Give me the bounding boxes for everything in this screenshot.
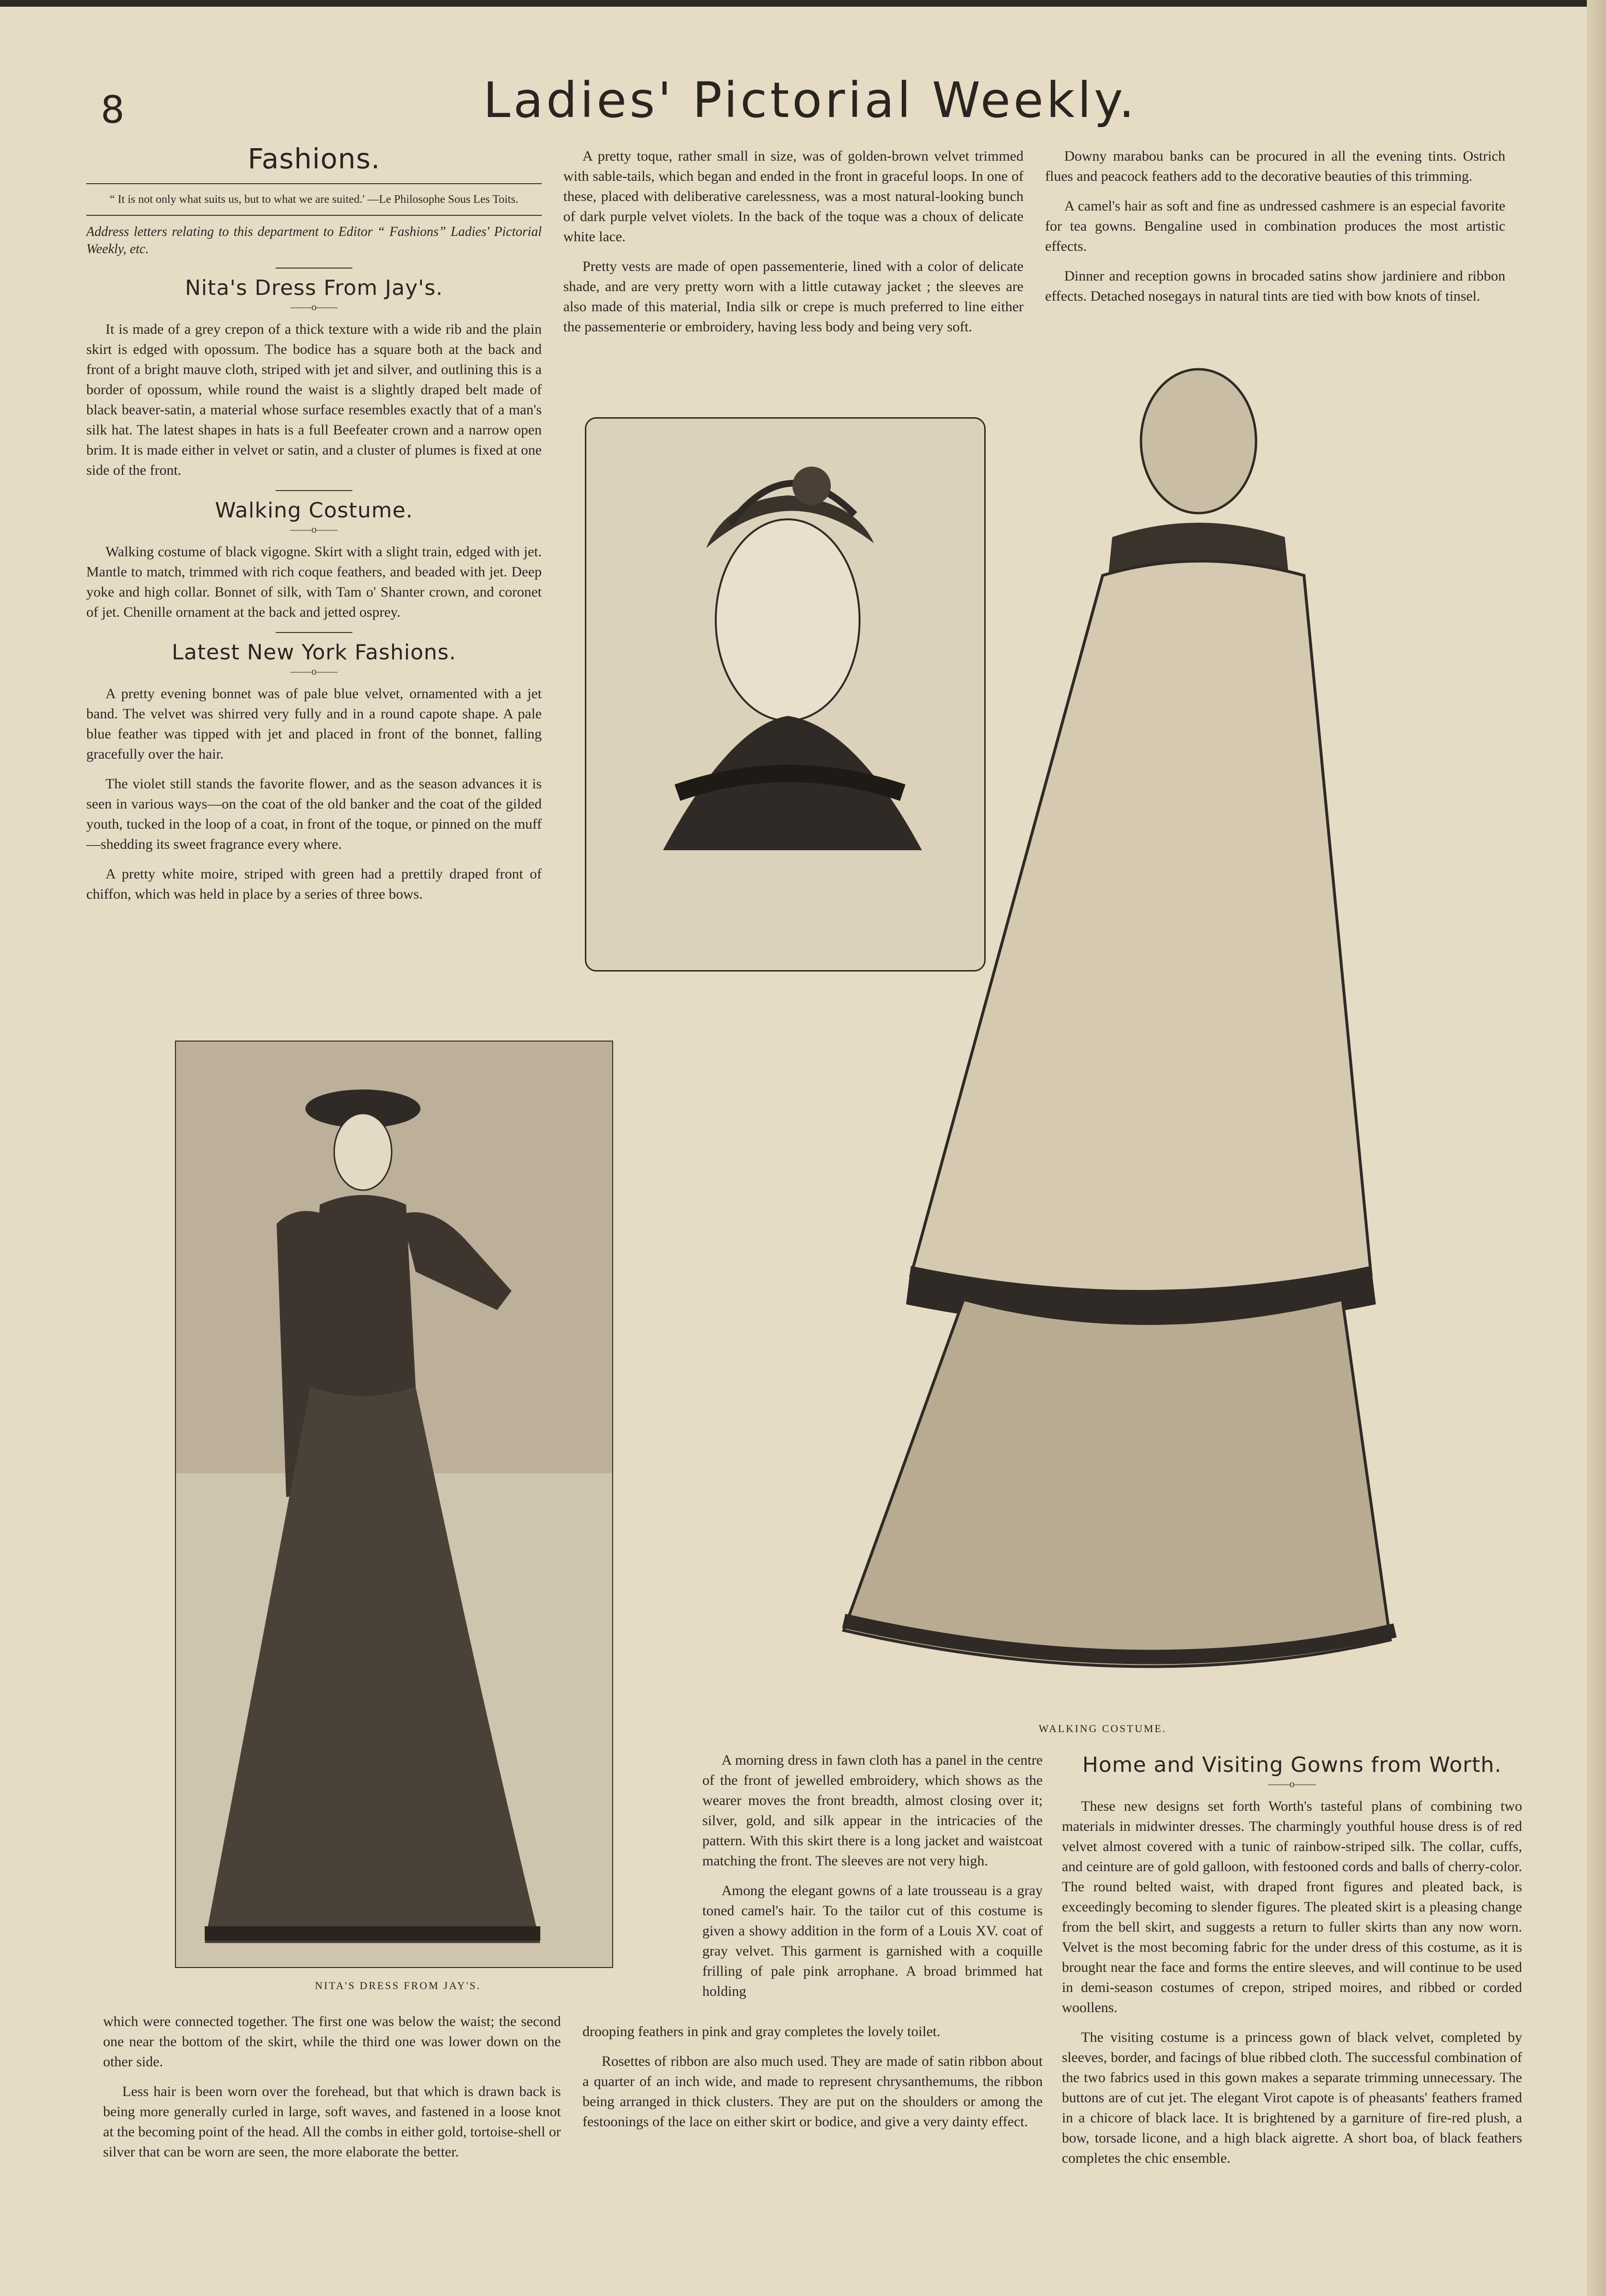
paragraph: drooping feathers in pink and gray completes the lovely toilet. <box>582 2024 941 2039</box>
paragraph: It is made of a grey crepon of a thick texture with a wide rib and the plain skirt is edged with opossum. The bodice has a square both at the back and front of a bright mauve cloth, striped with jet and silver, and outlining this is a border of opossum, while round the waist is a slightly draped belt made of black beaver-satin, a material whose surface resembles exactly that of a man's silk hat. The latest shapes in hats is a full Beefeater crown and a narrow open brim. It is made either in velvet or satin, and a cluster of plumes is fixed at one side of the front. <box>86 321 542 478</box>
ornament: ——o—— <box>290 665 338 677</box>
paragraph: The violet still stands the favorite flower, and as the season advances it is seen in various ways—on the coat of the old banker and the coat of the gilded youth, tucked in the loop of a coat, in front of the toque, or pinned on the muff—shedding its sweet fragrance every where. <box>86 776 542 852</box>
paragraph: Among the elegant gowns of a late trousseau is a gray toned camel's hair. To the tailor cut of this costume is given a showy addition in the form of a Louis XV. coat of gray velvet. This garment is garnished with a coquille frilling of pale pink arrophane. A broad brimmed hat holding <box>702 1883 1043 1999</box>
section-heading-newyork: Latest New York Fashions. <box>172 640 456 665</box>
address-note: Address letters relating to this department to Editor “ Fashions” Ladies' Pictorial Weekly, etc. <box>86 224 542 257</box>
column-1-top <box>86 144 542 914</box>
walking-costume-illustration <box>805 364 1429 1688</box>
paragraph: Dinner and reception gowns in brocaded satins show jardiniere and ribbon effects. Detached nosegays in natural tints are tied with bow knots of tinsel. <box>1045 268 1505 304</box>
section-heading-walking: Walking Costume. <box>215 498 413 523</box>
ornament: ——o—— <box>290 523 338 535</box>
paragraph: A morning dress in fawn cloth has a panel in the centre of the front of jewelled embroidery, which shows as the wearer moves the front breadth, almost closing over it; silver, gold, and silk appear in the intricacies of the pattern. With this skirt there is a long jacket and waistcoat matching the front. The sleeves are not very high. <box>702 1752 1043 1869</box>
divider <box>276 490 352 491</box>
page-number: 8 <box>101 89 125 132</box>
divider <box>86 215 542 216</box>
paragraph: Downy marabou banks can be procured in all the evening tints. Ostrich flues and peacock feathers add to the decorative beauties of this trimming. <box>1045 148 1505 184</box>
column-2-bottom-wide <box>582 2022 1043 2142</box>
paragraph: Pretty vests are made of open passementerie, lined with a color of delicate shade, and are very pretty worn with a little cutaway jacket ; the sleeves are also made of this material, India silk or crepe is much preferred to line either the passementerie or embroidery, having less body and being very soft. <box>563 258 1024 335</box>
top-edge <box>0 0 1606 7</box>
caption-nita-dress: NITA'S DRESS FROM JAY'S. <box>314 1980 481 1991</box>
paragraph: which were connected together. The first one was below the waist; the second one near the bottom of the skirt, while the third one was lower down on the other side. <box>103 2014 561 2070</box>
section-heading-worth: Home and Visiting Gowns from Worth. <box>1082 1753 1502 1777</box>
paragraph: A camel's hair as soft and fine as undressed cashmere is an especial favorite for tea gowns. Bengaline used in combination produces the most artistic effects. <box>1045 198 1505 254</box>
nita-dress-illustration <box>175 1041 613 1968</box>
paragraph: Rosettes of ribbon are also much used. They are made of satin ribbon about a quarter of an inch wide, and made to represent chrysanthemums, the ribbon being arranged in thick clusters. They are put on the shoulders or among the festoonings of the lace on either skirt or bodice, and give a very dainty effect. <box>582 2053 1043 2130</box>
divider <box>86 183 542 184</box>
divider <box>276 632 352 633</box>
caption-walking-costume: WALKING COSTUME. <box>1038 1722 1167 1734</box>
paragraph: Walking costume of black vigogne. Skirt with a slight train, edged with jet. Mantle to match, trimmed with rich coque feathers, and beaded with jet. Deep yoke and high collar. Bonnet of silk, with Tam o' Shanter crown, and coronet of jet. Chenille ornament at the back and jetted osprey. <box>86 544 542 620</box>
paragraph: A pretty toque, rather small in size, was of golden-brown velvet trimmed with sable-tails, which began and ended in the front in graceful loops. In one of these, placed with deliberative carelessness, was a most natural-looking bunch of dark purple velvet violets. In the back of the toque was a choux of delicate white lace. <box>563 148 1024 245</box>
epigraph-quote: “ It is not only what suits us, but to what we are suited.' —Le Philosophe Sous Les Toits. <box>109 193 519 206</box>
fashions-title: Fashions. <box>247 142 381 175</box>
ornament: ——o—— <box>1268 1778 1316 1790</box>
paragraph: Less hair is been worn over the forehead, but that which is drawn back is being more generally curled in large, soft waves, and fastened in a loose knot at the becoming point of the head. All the combs in either gold, tortoise-shell or silver that can be worn are seen, the more elaborate the better. <box>103 2084 561 2160</box>
column-2-top <box>563 146 1024 347</box>
column-2-bottom <box>702 1750 1043 2011</box>
paragraph: The visiting costume is a princess gown of black velvet, completed by sleeves, border, and facings of blue ribbed cloth. The successful combination of the two fabrics used in this gown makes a separate trimming unnecessary. The buttons are of cut jet. The elegant Virot capote is of pheasants' feathers framed in a chicore of black lace. It is brightened by a garniture of fire-red plush, a bow, torsade licone, and a high black aigrette. A short boa, of black feathers completes the chic ensemble. <box>1062 2029 1522 2166</box>
column-3-bottom <box>1062 1750 1522 2178</box>
ornament: ——o—— <box>290 301 338 313</box>
paragraph: These new designs set forth Worth's tasteful plans of combining two materials in midwinter dresses. The charmingly youthful house dress is of red velvet almost covered with a tunic of rainbow-striped silk. The collar, cuffs, and ceinture are of gold galloon, with festooned cords and balls of cherry-color. The round belted waist, with draped front figures and pleated back, is exceedingly becoming to slender figures. The pleated skirt is a pleasing change from the bell skirt, and suggests a return to fuller skirts than any now worn. Velvet is the most becoming fabric for the under dress of this costume, as it is brought near the face and forms the entire sleeves, and will continue to be used in demi-season costumes of crepon, striped moires, and ribbed or corded woollens. <box>1062 1798 1522 2015</box>
column-3-top <box>1045 146 1505 316</box>
page-edge <box>1587 0 1606 2296</box>
paragraph: A pretty evening bonnet was of pale blue velvet, ornamented with a jet band. The velvet was shirred very fully and in a round capote shape. A pale blue feather was tipped with jet and placed in front of the bonnet, falling gracefully over the hair. <box>86 686 542 762</box>
nita-dress-drawing <box>176 1042 612 1967</box>
paragraph: A pretty white moire, striped with green had a prettily draped front of chiffon, which was held in place by a series of three bows. <box>86 866 542 902</box>
masthead-title: Ladies' Pictorial Weekly. <box>483 72 1138 129</box>
section-heading-nita: Nita's Dress From Jay's. <box>185 276 443 300</box>
divider <box>276 268 352 269</box>
walking-costume-drawing <box>805 364 1429 1688</box>
column-1-bottom <box>103 2012 561 2172</box>
